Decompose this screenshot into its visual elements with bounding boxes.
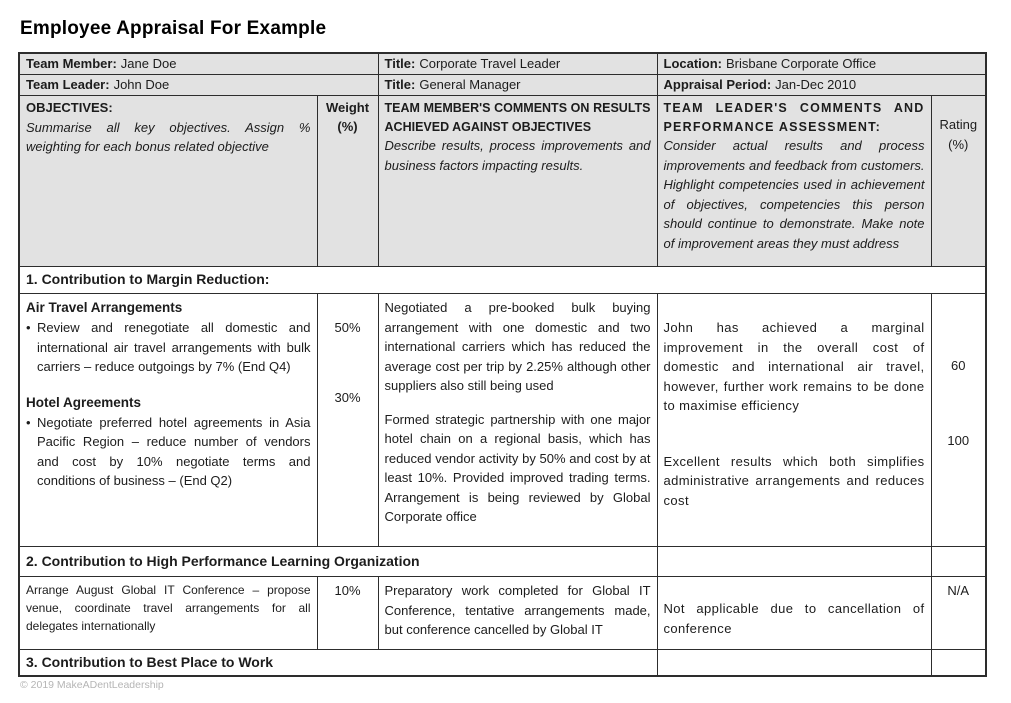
rating-cell-1 <box>931 294 986 547</box>
section-2-empty-rating-cell <box>931 547 986 577</box>
appraisal-table <box>18 52 987 677</box>
leader-comments-cell-1 <box>657 294 931 547</box>
member-title-value: Corporate Travel Leader <box>419 56 561 71</box>
member-comments-header-label: TEAM MEMBER'S COMMENTS ON RESULTS ACHIEVED AGAINST OBJECTIVES <box>384 101 651 134</box>
copyright-footer: © 2019 MakeADentLeadership <box>20 679 164 691</box>
column-header-row <box>19 96 986 267</box>
objective-conference: Arrange August Global IT Conference – propose venue, coordinate travel arrangements for all delegates internationally <box>26 583 311 633</box>
member-title-label: Title: <box>384 56 416 71</box>
rating-value-conference: N/A <box>947 583 970 598</box>
weight-value-hotel: 30% <box>334 389 361 405</box>
section-2-empty-leader-cell <box>657 547 931 577</box>
weight-value-conference: 10% <box>334 583 361 598</box>
team-member-cell <box>19 53 378 75</box>
leader-comments-header-cell <box>657 96 931 267</box>
member-comments-cell-2 <box>378 577 657 650</box>
team-leader-value: John Doe <box>113 77 170 92</box>
objectives-header-desc: Summarise all key objectives. Assign % weighting for each bonus related objective <box>26 119 311 154</box>
section-3-empty-rating-cell <box>931 650 986 676</box>
leader-title-value: General Manager <box>419 77 521 92</box>
member-comments-header-cell <box>378 96 657 267</box>
info-row-member <box>19 53 986 75</box>
weight-header-line1: Weight <box>325 100 370 115</box>
weight-cell-2 <box>317 577 378 650</box>
location-cell <box>657 53 986 75</box>
objectives-cell-1 <box>19 294 317 547</box>
leader-comments-cell-2 <box>657 577 931 650</box>
objectives-cell-2 <box>19 577 317 650</box>
weight-header-cell <box>317 96 378 267</box>
leader-comment-conference: Not applicable due to cancellation of conference <box>663 601 925 636</box>
leader-title-cell <box>378 75 657 96</box>
team-member-label: Team Member: <box>26 56 117 71</box>
objective-bullet-air-travel: • Review and renegotiate all domestic and international air travel arrangements with bulk carriers – reduce outgoings by 7% (End Q4) <box>26 318 311 377</box>
rating-header-line1: Rating <box>939 117 978 132</box>
objectives-header-cell <box>19 96 317 267</box>
location-label: Location: <box>663 56 723 71</box>
member-comment-hotel: Formed strategic partnership with one major hotel chain on a regional basis, which has reduced vendor activity by 50% and cost by at least 10%. Provided improved trading terms. Arrangement is being reviewed by Global Corporate office <box>384 411 651 524</box>
weight-value-air-travel: 50% <box>334 320 361 335</box>
team-leader-cell <box>19 75 378 96</box>
rating-cell-2 <box>931 577 986 650</box>
appraisal-period-value: Jan-Dec 2010 <box>775 77 857 92</box>
page-title: Employee Appraisal For Example <box>20 18 327 39</box>
member-comments-header-desc: Describe results, process improvements and business factors impacting results. <box>384 138 651 173</box>
leader-comment-air-travel: John has achieved a marginal improvement in the overall cost of domestic and international air travel, however, further work remains to be done to maximise efficiency <box>663 320 925 413</box>
rating-header-line2: (%) <box>948 136 969 152</box>
section-3-row <box>19 650 986 676</box>
rating-value-hotel: 100 <box>947 432 970 448</box>
rating-value-air-travel: 60 <box>951 358 966 373</box>
rating-header-cell <box>931 96 986 267</box>
section-2-content-row <box>19 577 986 650</box>
section-3-empty-leader-cell <box>657 650 931 676</box>
appraisal-period-cell <box>657 75 986 96</box>
objectives-header-label: OBJECTIVES: <box>26 100 113 115</box>
section-2-row <box>19 547 986 577</box>
leader-title-label: Title: <box>384 77 416 92</box>
leader-comments-header-label: TEAM LEADER'S COMMENTS AND PERFORMANCE ASSESSMENT: <box>663 101 925 134</box>
section-1-content-row <box>19 294 986 547</box>
weight-cell-1 <box>317 294 378 547</box>
appraisal-period-label: Appraisal Period: <box>663 77 772 92</box>
objective-heading-air-travel: Air Travel Arrangements <box>26 300 183 315</box>
section-1-row <box>19 267 986 294</box>
section-2-title-cell: 2. Contribution to High Performance Learning Organization <box>19 547 657 577</box>
team-member-value: Jane Doe <box>120 56 177 71</box>
weight-header-line2: (%) <box>337 118 358 134</box>
leader-comments-header-desc: Consider actual results and process improvements and feedback from customers. Highlight competencies used in achievement of objectives, competencies this person should continue to demonstrate. Make note of improvement areas they must address <box>663 138 925 251</box>
leader-comment-hotel: Excellent results which both simplifies administrative arrangements and reduces cost <box>663 453 925 508</box>
section-3-title-cell: 3. Contribution to Best Place to Work <box>19 650 657 676</box>
location-value: Brisbane Corporate Office <box>726 56 877 71</box>
member-comment-air-travel: Negotiated a pre-booked bulk buying arrangement with one domestic and two international carriers which has reduced the average cost per trip by 2.25% although other suppliers also still being used <box>384 300 651 393</box>
member-title-cell <box>378 53 657 75</box>
info-row-leader <box>19 75 986 96</box>
section-1-title-cell: 1. Contribution to Margin Reduction: <box>19 267 986 294</box>
team-leader-label: Team Leader: <box>26 77 110 92</box>
member-comment-conference: Preparatory work completed for Global IT Conference, tentative arrangements made, but conference cancelled by Global IT <box>384 583 651 637</box>
member-comments-cell-1 <box>378 294 657 547</box>
objective-bullet-hotel: • Negotiate preferred hotel agreements in Asia Pacific Region – reduce number of vendors and cost by 10% negotiate terms and conditions of business – (End Q2) <box>26 413 311 491</box>
objective-heading-hotel: Hotel Agreements <box>26 394 142 410</box>
